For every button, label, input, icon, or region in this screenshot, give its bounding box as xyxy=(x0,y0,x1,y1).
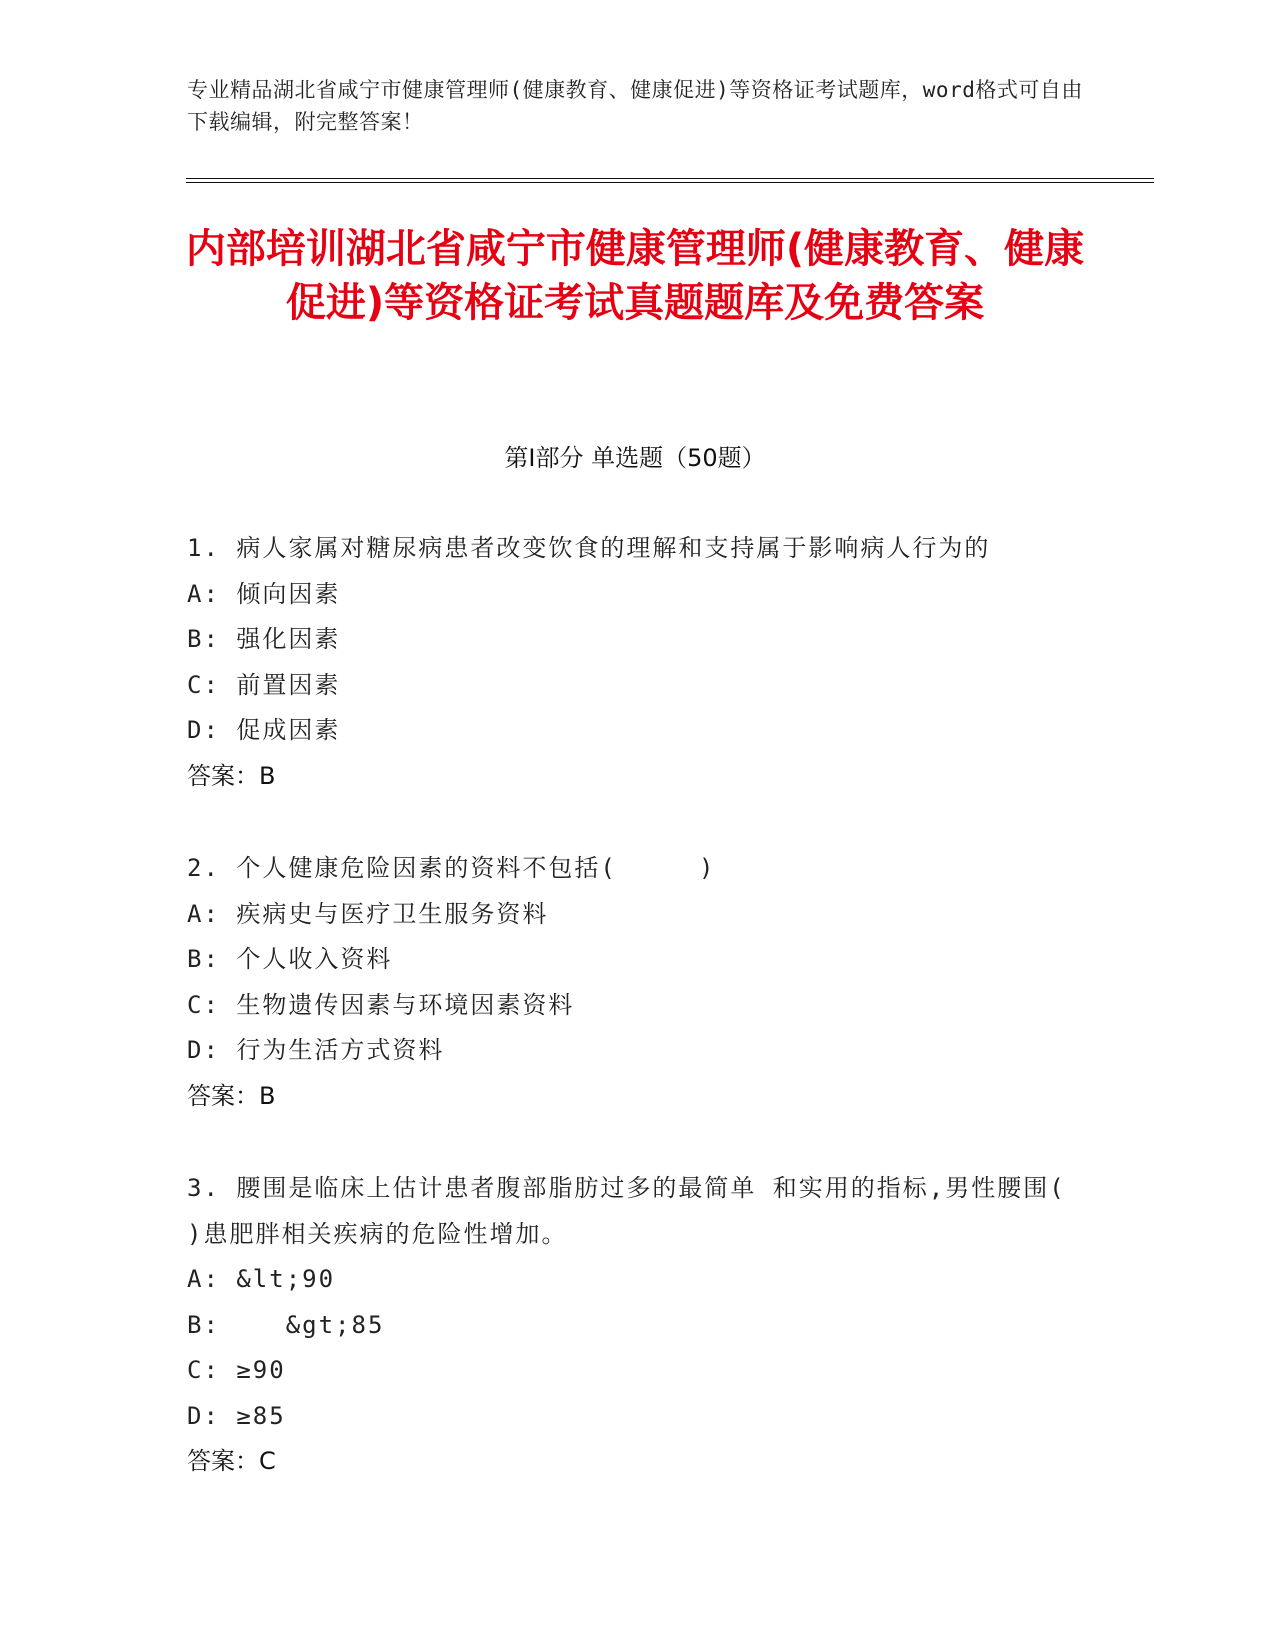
option-a: A: 倾向因素 xyxy=(187,579,341,608)
option-d: D: ≥85 xyxy=(187,1401,286,1430)
answer-line: 答案：C xyxy=(187,1447,276,1475)
section-heading: 第Ⅰ部分 单选题（50题） xyxy=(504,444,766,472)
header-divider xyxy=(186,178,1154,179)
header-note: 专业精品湖北省咸宁市健康管理师(健康教育、健康促进)等资格证考试题库，word格式可自由下载编辑，附完整答案！ xyxy=(187,78,1083,134)
option-c: C: 前置因素 xyxy=(187,670,341,699)
question-block xyxy=(187,526,1087,799)
option-a: A: &lt;90 xyxy=(187,1265,336,1293)
question-block xyxy=(187,1166,1099,1485)
header-divider xyxy=(186,182,1154,183)
question-block xyxy=(187,846,1087,1119)
answer-line: 答案：B xyxy=(187,761,276,790)
option-a: A: 疾病史与医疗卫生服务资料 xyxy=(187,899,549,928)
option-d: D: 促成因素 xyxy=(187,716,341,744)
answer-line: 答案：B xyxy=(187,1081,276,1110)
question-stem: 3. 腰围是临床上估计患者腹部脂肪过多的最简单 和实用的指标,男性腰围( )患肥胖相关疾病的危险性增加。 xyxy=(187,1174,1099,1248)
option-b: B: 个人收入资料 xyxy=(187,945,393,973)
question-stem: 2. 个人健康危险因素的资料不包括( ) xyxy=(187,854,716,882)
option-d: D: 行为生活方式资料 xyxy=(187,1036,445,1064)
document-title: 内部培训湖北省咸宁市健康管理师(健康教育、健康促进)等资格证考试真题题库及免费答案 xyxy=(185,226,1085,326)
option-c: C: ≥90 xyxy=(187,1356,286,1384)
question-stem: 1. 病人家属对糖尿病患者改变饮食的理解和支持属于影响病人行为的 xyxy=(187,534,991,562)
option-c: C: 生物遗传因素与环境因素资料 xyxy=(187,990,575,1019)
option-b: B: 强化因素 xyxy=(187,625,341,653)
option-b: B: &gt;85 xyxy=(187,1310,385,1339)
